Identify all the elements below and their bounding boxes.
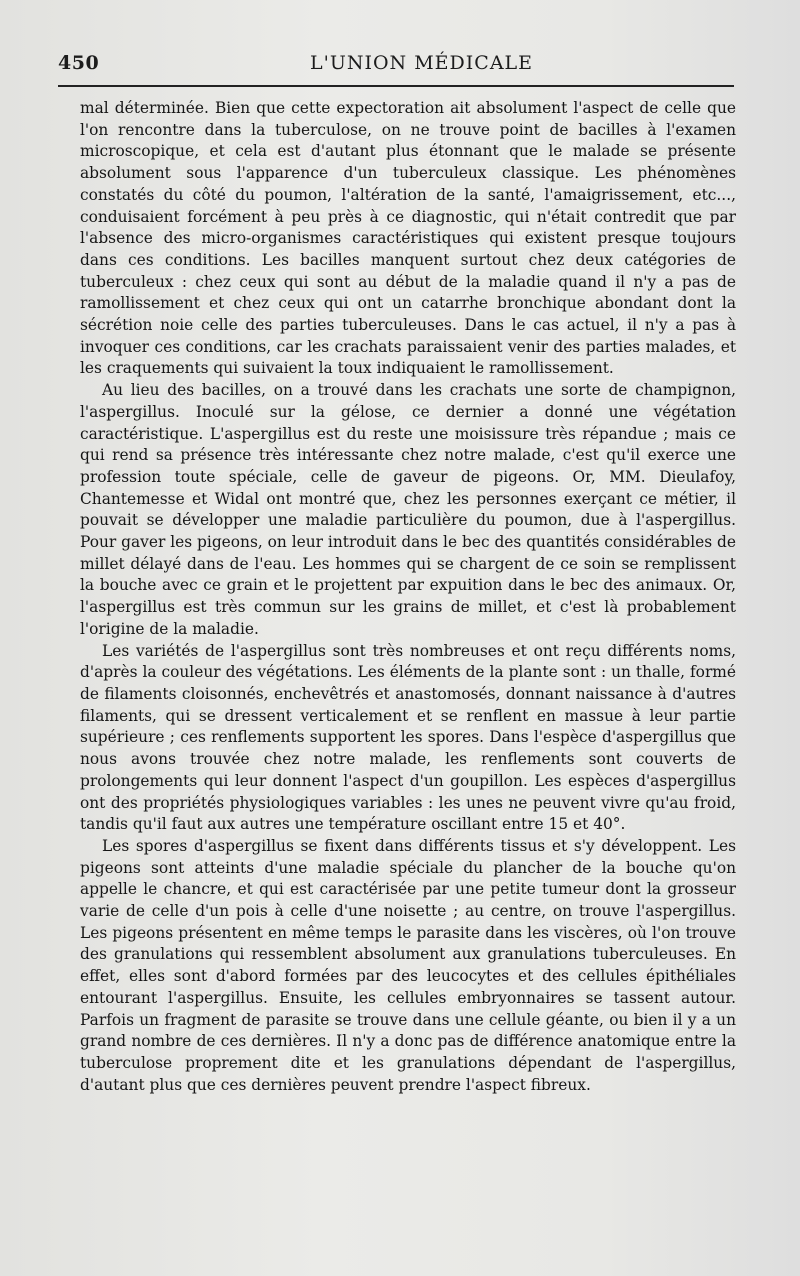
running-title: L'UNION MÉDICALE	[310, 52, 534, 74]
paragraph-3: Les variétés de l'aspergillus sont très nombreuses et ont reçu différents noms, d'après la couleur des végétations. Les éléments de la plante sont : un thalle, formé de filaments cloisonnés, enchevêtrés et anastomosés, donnant naissance à d'autres filaments, qui se dressent verticalement et se renflent en massue à leur partie supérieure ; ces renflements supportent les spores. Dans l'espèce d'aspergillus que nous avons trouvée chez notre malade, les renflements sont couverts de prolongements qui leur donnent l'aspect d'un goupillon. Les espèces d'aspergillus ont des propriétés physiologiques variables : les unes ne peuvent vivre qu'au froid, tandis qu'il faut aux autres une température oscillant entre 15 et 40°.	[80, 641, 736, 834]
paragraph-2: Au lieu des bacilles, on a trouvé dans les crachats une sorte de champignon, l'aspergillus. Inoculé sur la gélose, ce dernier a donné une végétation caractéristique. L'aspergillus est du reste une moisissure très répandue ; mais ce qui rend sa présence très intéressante chez notre malade, c'est qu'il exerce une profession toute spéciale, celle de gaveur de pigeons. Or, MM. Dieulafoy, Chantemesse et Widal ont montré que, chez les personnes exerçant ce métier, il pouvait se développer une maladie particulière du poumon, due à l'aspergillus. Pour gaver les pigeons, on leur introduit dans le bec des quantités considérables de millet délayé dans de l'eau. Les hommes qui se chargent de ce soin se remplissent la bouche avec ce grain et le projettent par expuition dans le bec des animaux. Or, l'aspergillus est très commun sur les grains de millet, et c'est là probablement l'origine de la maladie.	[80, 381, 736, 638]
paragraph-4: Les spores d'aspergillus se fixent dans différents tissus et s'y développent. Les pigeons sont atteints d'une maladie spéciale du plancher de la bouche qu'on appelle le chancre, et qui est caractérisée par une petite tumeur dont la grosseur varie de celle d'un pois à celle d'une noisette ; au centre, on trouve l'aspergillus. Les pigeons présentent en même temps le parasite dans les viscères, où l'on trouve des granulations qui ressemblent absolument aux granulations tuberculeuses. En effet, elles sont d'abord formées par des leucocytes et des cellules épithéliales entourant l'aspergillus. Ensuite, les cellules embryonnaires se tassent autour. Parfois un fragment de parasite se trouve dans une cellule géante, ou bien il y a un grand nombre de ces dernières. Il n'y a donc pas de différence anatomique entre la tuberculose proprement dite et les granulations dépendant de l'aspergillus, d'autant plus que ces dernières peuvent prendre l'aspect fibreux.	[80, 836, 736, 1094]
page-header	[58, 52, 730, 82]
page-number: 450	[58, 52, 100, 74]
header-rule	[58, 85, 734, 87]
paragraph-1: mal déterminée. Bien que cette expectoration ait absolument l'aspect de celle que l'on rencontre dans la tuberculose, on ne trouve point de bacilles à l'examen microscopique, et cela est d'autant plus étonnant que le malade se présente absolument sous l'apparence d'un tuberculeux classique. Les phénomènes constatés du côté du poumon, l'altération de la santé, l'amaigrissement, etc..., conduisaient forcément à peu près à ce diagnostic, qui n'était contredit que par l'absence des micro-organismes caractéristiques qui existent presque toujours dans ces conditions. Les bacilles manquent surtout chez deux catégories de tuberculeux : chez ceux qui sont au début de la maladie quand il n'y a pas de ramollissement et chez ceux qui ont un catarrhe bronchique abondant dont la sécrétion noie celle des parties tuberculeuses. Dans le cas actuel, il n'y a pas à invoquer ces conditions, car les crachats paraissaient venir des parties malades, et les craquements qui suivaient la toux indiquaient le ramollissement.	[80, 99, 736, 378]
article-body	[80, 98, 736, 1096]
